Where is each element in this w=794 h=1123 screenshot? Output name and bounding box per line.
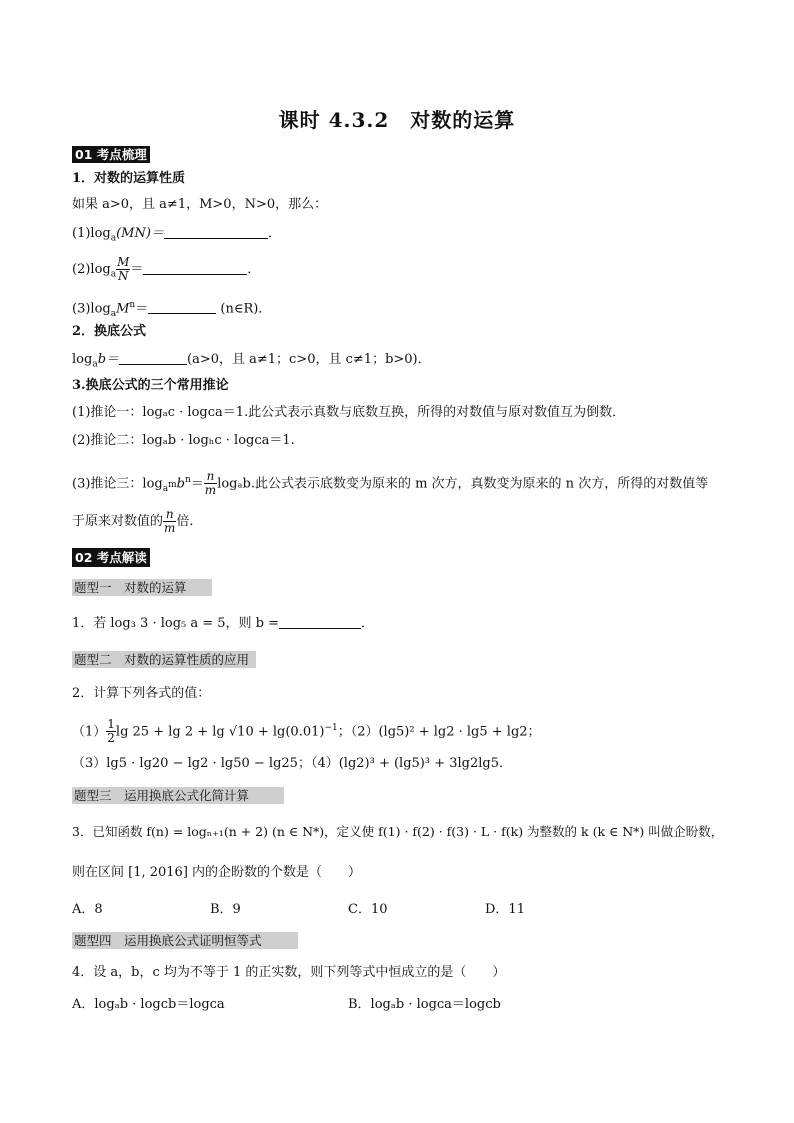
corollary-2: (2)推论二：logₐb · logₕc · logᴄa＝1.	[72, 433, 295, 448]
formula-sub: a	[110, 233, 117, 244]
section-header-01	[72, 146, 150, 163]
fraction-numerator: n	[163, 508, 176, 522]
answer-blank[interactable]	[143, 260, 247, 275]
formula-sub: a	[110, 308, 117, 319]
question-text: ．	[361, 616, 375, 631]
section-label: 考点解读	[96, 550, 147, 565]
question-3-line2: 则在区间 [1, 2016] 内的企盼数的个数是（ ）	[72, 865, 362, 880]
fraction	[204, 470, 217, 497]
formula-text: ＝	[130, 262, 144, 277]
answer-blank[interactable]	[164, 224, 268, 239]
formula-text: (1)log	[72, 226, 111, 241]
formula-text: M	[116, 301, 130, 317]
corollary-3: (3)推论三：$\log_{a^m}b^n=$ $\frac{n}{m}$ logₐb.此公式表示底数变为原来的 m 次方，真数变为原来的 n 次方，所得的对数值等	[72, 469, 709, 498]
fraction-numerator: M	[117, 255, 130, 269]
formula-text: b＝	[97, 352, 120, 367]
formula-text: (3)推论三：log	[72, 476, 163, 492]
question-text: 1．若 log₃ 3 · log₅ a = 5，则 b =	[72, 616, 280, 631]
option-c: C．10	[348, 902, 388, 917]
question-text: ；（2）(lg5)² + lg2 · lg5 + lg2；	[337, 724, 541, 740]
option-b: B．9	[210, 902, 241, 917]
formula-sub: a	[110, 269, 117, 280]
question-type-3: 题型三 运用换底公式化简计算	[72, 787, 284, 804]
option-a: A．logₐb · logᴄb＝logᴄa	[72, 997, 225, 1012]
option-d: D．11	[485, 902, 525, 917]
formula-sup: n	[129, 300, 136, 310]
formula-text: ．	[247, 262, 261, 277]
answer-blank[interactable]	[279, 614, 361, 629]
formula-text: ．	[267, 226, 281, 241]
question-text: （1）	[72, 724, 107, 740]
question-2-line1	[72, 710, 541, 746]
answer-blank[interactable]	[119, 350, 187, 365]
question-type-2: 题型二 对数的运算性质的应用	[72, 651, 256, 668]
change-of-base-formula	[72, 350, 431, 375]
question-1	[72, 614, 374, 634]
section-number: 01	[75, 147, 93, 162]
section-label: 考点梳理	[96, 147, 147, 162]
question-2: 2．计算下列各式的值：	[72, 686, 211, 701]
question-type-4: 题型四 运用换底公式证明恒等式	[72, 932, 298, 949]
question-text: lg 25 + lg 2 + lg √10 + lg(0.01)	[115, 724, 325, 740]
question-2-line2: （3）lg5 · lg20 − lg2 · lg50 − lg25；（4）(lg2)³ + (lg5)³ + 3lg2lg5．	[72, 756, 513, 771]
formula-sup: −1	[324, 723, 338, 733]
fraction: $\frac{1}{2}$	[107, 717, 115, 746]
formula-text: (n∈R)．	[220, 301, 272, 317]
option-b: B．logₐb · logᴄa＝logᴄb	[348, 997, 501, 1012]
question-type-1: 题型一 对数的运算	[72, 579, 212, 596]
option-a: A．8	[72, 902, 103, 917]
fraction-denominator: N	[118, 269, 129, 283]
formula-3	[72, 295, 271, 324]
corollary-3-line2	[72, 504, 202, 540]
fraction	[163, 508, 176, 535]
formula-text: 于原来对数值的	[72, 514, 164, 529]
section-header-02	[72, 548, 150, 567]
fraction-denominator: m	[164, 521, 176, 535]
fraction-numerator: n	[204, 470, 217, 484]
formula-text: (MN)＝	[116, 226, 164, 241]
formula-text: log	[72, 352, 93, 367]
formula-text: (2)log	[72, 262, 111, 277]
intro-conditions: 如果 a>0，且 a≠1，M>0，N>0，那么：	[72, 197, 328, 212]
formula-text: ＝	[190, 476, 204, 492]
question-4: 4．设 a，b，c 均为不等于 1 的正实数，则下列等式中恒成立的是（ ）	[72, 965, 506, 980]
fraction-denominator: m	[204, 483, 217, 498]
answer-blank[interactable]	[148, 299, 216, 314]
heading-change-of-base: 2．换底公式	[72, 324, 147, 339]
formula-text: ＝	[135, 301, 149, 317]
formula-text: (3)log	[72, 301, 111, 317]
formula-text: (a>0，且 a≠1；c>0，且 c≠1；b>0)．	[187, 352, 431, 367]
formula-text: 倍．	[176, 514, 203, 529]
formula-sub: a	[92, 359, 98, 370]
page-title: 课时 4.3.2 对数的运算	[278, 108, 516, 132]
question-3-line1: 3．已知函数 f(n) = logₙ₊₁(n + 2) (n ∈ N*)，定义使 f(1) · f(2) · f(3) · L · f(k) 为整数的 k (k ∈ N*) 叫做企盼数，	[72, 824, 724, 839]
heading-log-properties: 1．对数的运算性质	[72, 171, 186, 186]
fraction	[116, 256, 130, 283]
heading-corollaries: 3.换底公式的三个常用推论	[72, 378, 229, 393]
formula-text: b	[176, 476, 185, 492]
corollary-1: (1)推论一：logₐc · logᴄa＝1.此公式表示真数与底数互换，所得的对数值与原对数值互为倒数．	[72, 405, 626, 420]
formula-text: logₐb.此公式表示底数变为原来的 m 次方，真数变为原来的 n 次方，所得的对数值等	[217, 476, 709, 492]
formula-2	[72, 252, 260, 288]
formula-1	[72, 224, 281, 249]
section-number: 02	[75, 550, 93, 565]
